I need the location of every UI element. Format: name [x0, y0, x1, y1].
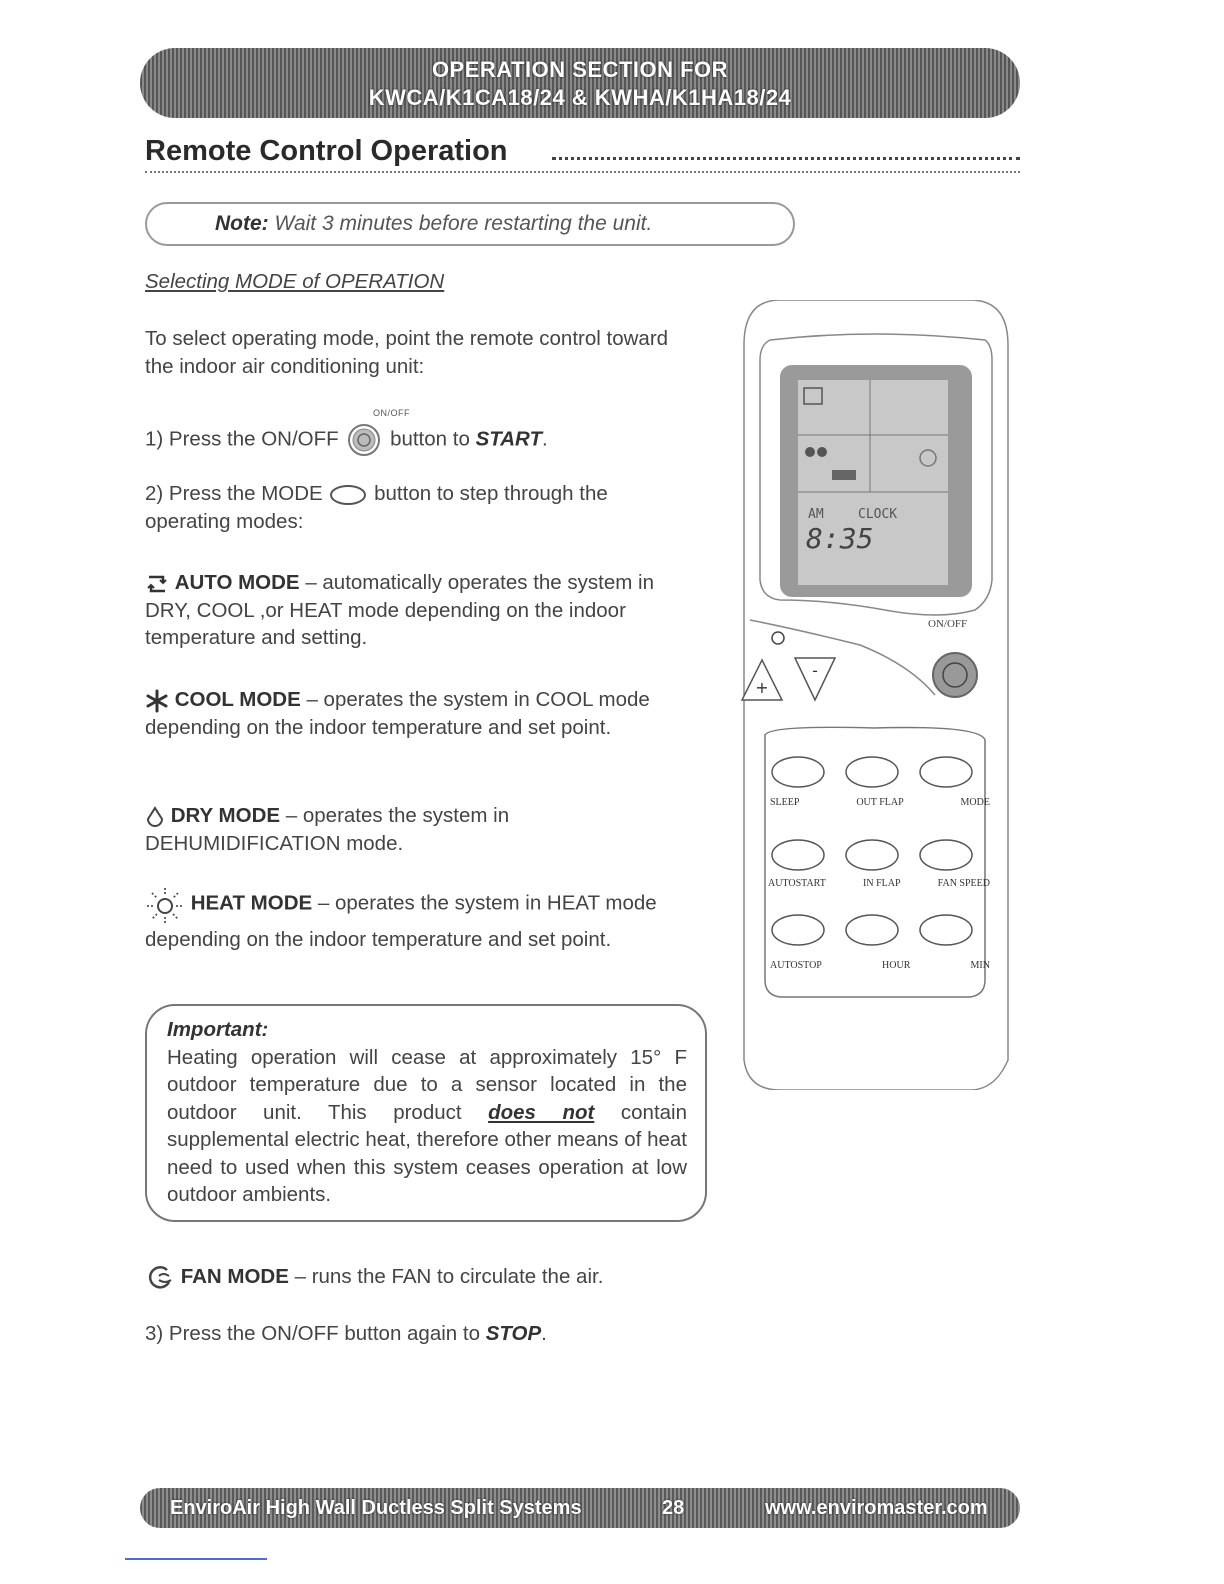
section-title: Remote Control Operation — [145, 135, 508, 167]
title-rule — [552, 157, 1020, 160]
fan-mode-label: FAN MODE — [180, 1265, 289, 1288]
note-text: Wait 3 minutes before restarting the unit. — [274, 212, 653, 235]
footer-banner — [140, 1488, 1020, 1528]
fan-speed-label: FAN SPEED — [937, 878, 990, 889]
fan-icon — [145, 1264, 175, 1292]
important-box — [145, 1004, 707, 1222]
sleep-label: SLEEP — [770, 797, 800, 808]
autostop-label: AUTOSTOP — [770, 960, 822, 971]
step-2 — [145, 480, 685, 535]
fan-mode — [145, 1263, 705, 1292]
cool-mode — [145, 686, 670, 741]
heat-mode-text: – operates the system in HEAT mode depending on the indoor temperature and set point. — [145, 891, 657, 951]
display-clock: CLOCK — [858, 507, 898, 522]
important-heading: Important: — [167, 1018, 269, 1041]
hour-label: HOUR — [882, 960, 911, 971]
auto-mode-label: AUTO MODE — [174, 571, 300, 594]
note-label: Note: — [215, 212, 269, 235]
heat-mode — [145, 882, 670, 954]
start-label: START — [475, 427, 542, 451]
auto-mode-text: – automatically operates the system in DRY, COOL ,or HEAT mode depending on the indoor temperature and setting. — [145, 571, 654, 649]
in-flap-label: IN FLAP — [863, 878, 901, 889]
dry-mode — [145, 802, 670, 857]
step-1-pre: 1) Press the ON/OFF — [145, 427, 339, 451]
autostart-label: AUTOSTART — [768, 878, 826, 889]
auto-mode-icon — [145, 573, 169, 595]
snowflake-icon — [145, 689, 169, 713]
step-2-pre: 2) Press the MODE — [145, 482, 323, 505]
out-flap-label: OUT FLAP — [856, 797, 904, 808]
bottom-rule — [125, 1558, 267, 1560]
button-row-2-labels — [768, 878, 990, 889]
remote-control-illustration — [740, 300, 1010, 1090]
onoff-icon-label: ON/OFF — [373, 408, 410, 418]
step-2-post: button to step through the operating modes: — [145, 482, 608, 533]
header-banner — [140, 48, 1020, 118]
display-am: AM — [808, 507, 824, 522]
sun-icon — [145, 882, 185, 926]
remote-body — [740, 300, 1010, 1090]
cool-mode-label: COOL MODE — [174, 688, 301, 711]
fan-mode-text: – runs the FAN to circulate the air. — [294, 1265, 604, 1288]
intro-text: To select operating mode, point the remote control toward the indoor air conditioning unit: — [145, 327, 669, 378]
header-line-2: KWCA/K1CA18/24 & KWHA/K1HA18/24 — [368, 85, 792, 110]
important-text-a: Heating operation will cease at approximately 15° F outdoor temperature due to a sensor located in the outdoor unit. This product — [167, 1045, 687, 1124]
page-number: 28 — [662, 1497, 685, 1519]
footer-title: EnviroAir High Wall Ductless Split Systems — [170, 1497, 582, 1519]
dry-mode-text: – operates the system in DEHUMIDIFICATION mode. — [145, 804, 510, 855]
display-time: 8:35 — [806, 522, 874, 555]
power-button-icon — [344, 423, 384, 457]
button-row-1-labels — [770, 797, 990, 808]
remote-onoff-label: ON/OFF — [928, 618, 968, 630]
heat-mode-label: HEAT MODE — [190, 891, 313, 915]
subheading: Selecting MODE of OPERATION — [145, 270, 445, 293]
step-1-post: button to — [390, 427, 470, 451]
title-underline — [145, 171, 1020, 173]
dry-mode-label: DRY MODE — [170, 804, 281, 827]
mode-button-icon — [328, 483, 368, 507]
note-box — [145, 202, 795, 246]
stop-label: STOP — [485, 1322, 542, 1345]
droplet-icon — [145, 806, 165, 828]
min-label: MIN — [970, 960, 990, 971]
button-row-3-labels — [770, 960, 990, 971]
important-text-b: contain supplemental electric heat, therefore other means of heat need to used when this system ceases operation at low outdoor ambients. — [167, 1100, 687, 1206]
step-3: 3) Press the ON/OFF button again to STOP. — [145, 1322, 547, 1345]
svg-text:-: - — [812, 661, 818, 680]
mode-label: MODE — [960, 797, 990, 808]
step-1: ON/OFF 1) Press the ON/OFF button to START. — [145, 408, 685, 457]
cool-mode-text: – operates the system in COOL mode depending on the indoor temperature and set point. — [145, 688, 650, 739]
auto-mode — [145, 569, 670, 652]
important-emphasis: does not — [488, 1100, 595, 1124]
step-3-pre: 3) Press the ON/OFF button again to — [145, 1322, 480, 1345]
header-line-1: OPERATION SECTION FOR — [431, 57, 729, 82]
footer-url: www.enviromaster.com — [765, 1497, 988, 1519]
svg-text:+: + — [755, 678, 769, 697]
